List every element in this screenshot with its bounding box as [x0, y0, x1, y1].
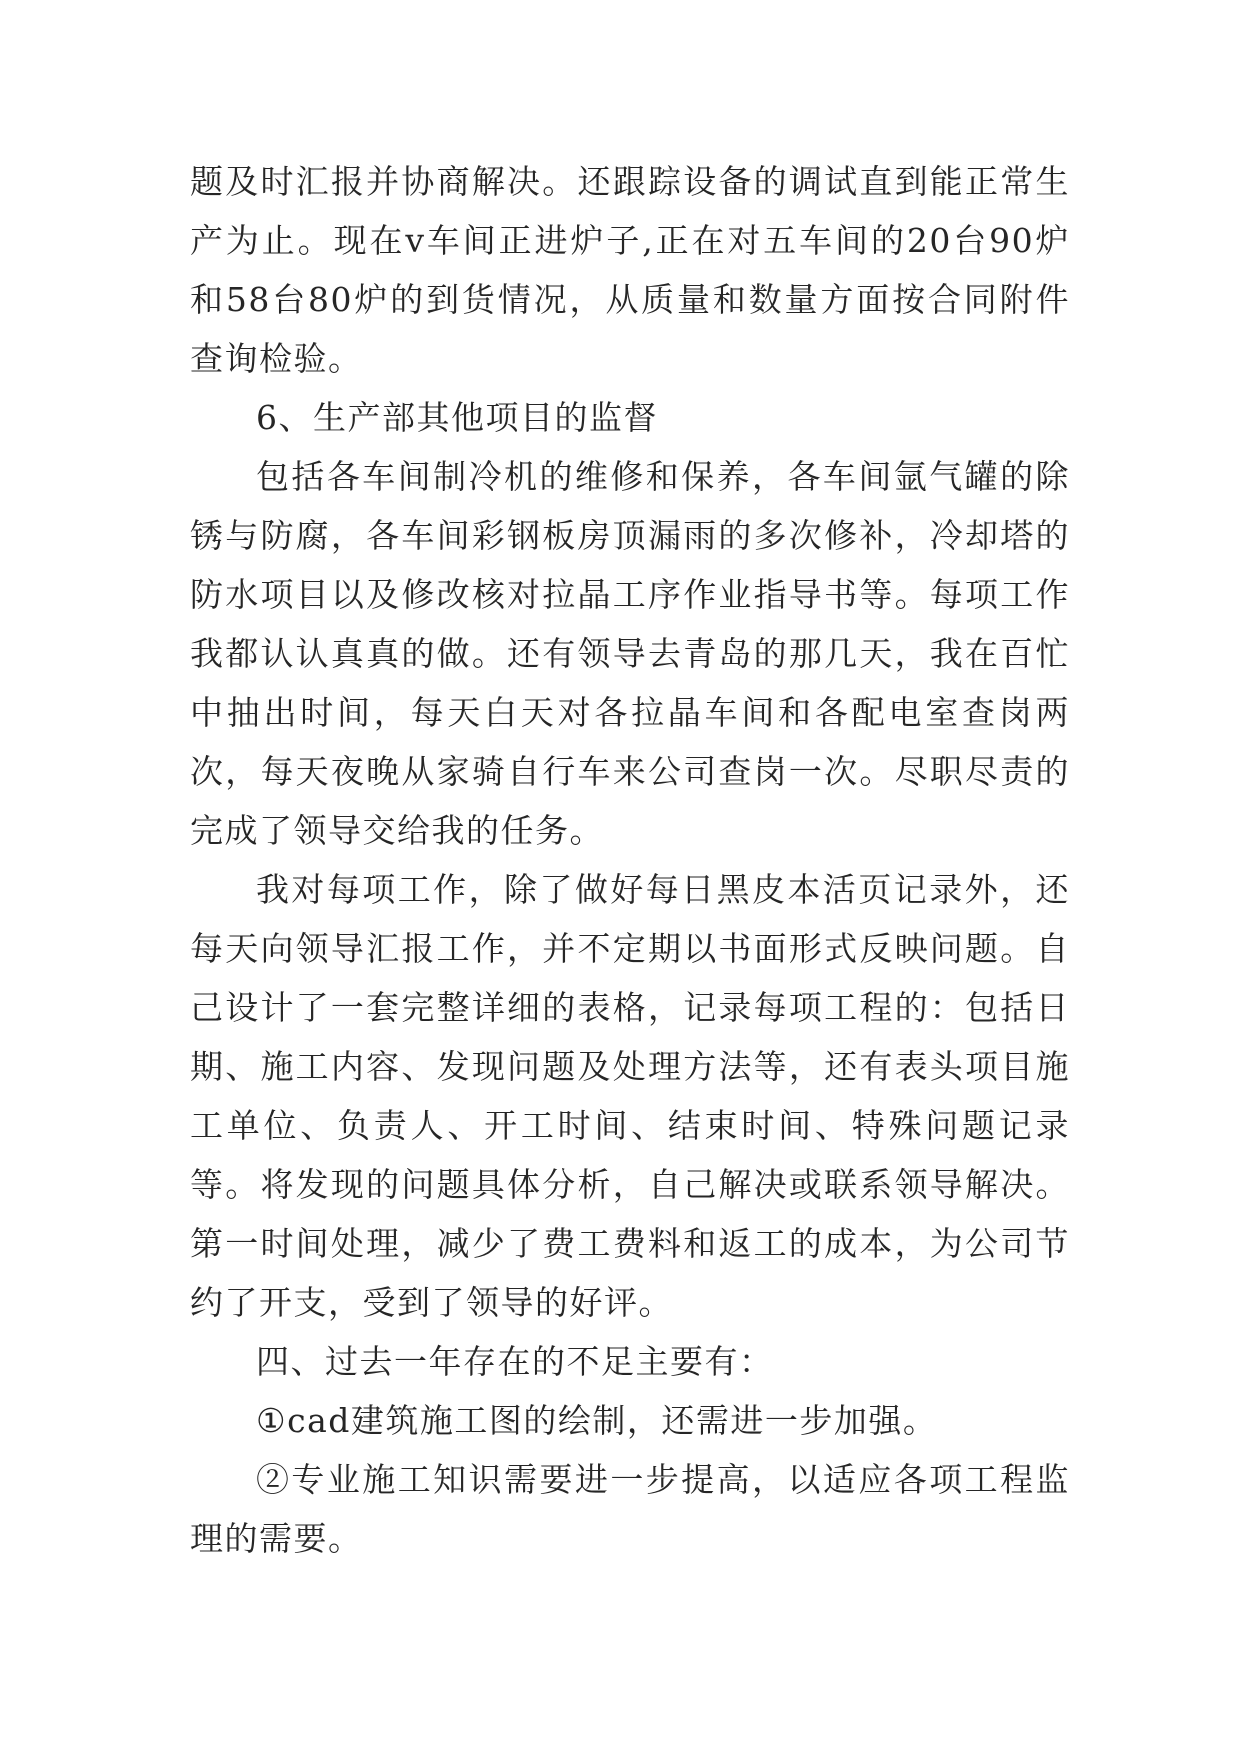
- shortcoming-item-1: ①cad建筑施工图的绘制，还需进一步加强。: [256, 1401, 938, 1440]
- shortcoming-item-2: ②专业施工知识需要进一步提高，以适应各项工程监理的需要。: [190, 1460, 1070, 1558]
- paragraph-work-records: 我对每项工作，除了做好每日黑皮本活页记录外，还每天向领导汇报工作，并不定期以书面形式反映问题。自己设计了一套完整详细的表格，记录每项工程的：包括日期、施工内容、发现问题及处理方法等，还有表头项目施工单位、负责人、开工时间、结束时间、特殊问题记录等。将发现的问题具体分析，自己解决或联系领导解决。第一时间处理，减少了费工费料和返工的成本，为公司节约了开支，受到了领导的好评。: [190, 870, 1070, 1322]
- paragraph-continuation: 题及时汇报并协商解决。还跟踪设备的调试直到能正常生产为止。现在v车间正进炉子,正在对五车间的20台90炉和58台80炉的到货情况，从质量和数量方面按合同附件查询检验。: [190, 162, 1070, 378]
- document-body: [190, 152, 1070, 1568]
- section-heading-6: 6、生产部其他项目的监督: [256, 398, 658, 437]
- paragraph-production-supervision: 包括各车间制冷机的维修和保养，各车间氩气罐的除锈与防腐，各车间彩钢板房顶漏雨的多次修补，冷却塔的防水项目以及修改核对拉晶工序作业指导书等。每项工作我都认认真真的做。还有领导去青岛的那几天，我在百忙中抽出时间，每天白天对各拉晶车间和各配电室查岗两次，每天夜晚从家骑自行车来公司查岗一次。尽职尽责的完成了领导交给我的任务。: [190, 457, 1070, 850]
- section-heading-shortcomings: 四、过去一年存在的不足主要有：: [256, 1342, 774, 1381]
